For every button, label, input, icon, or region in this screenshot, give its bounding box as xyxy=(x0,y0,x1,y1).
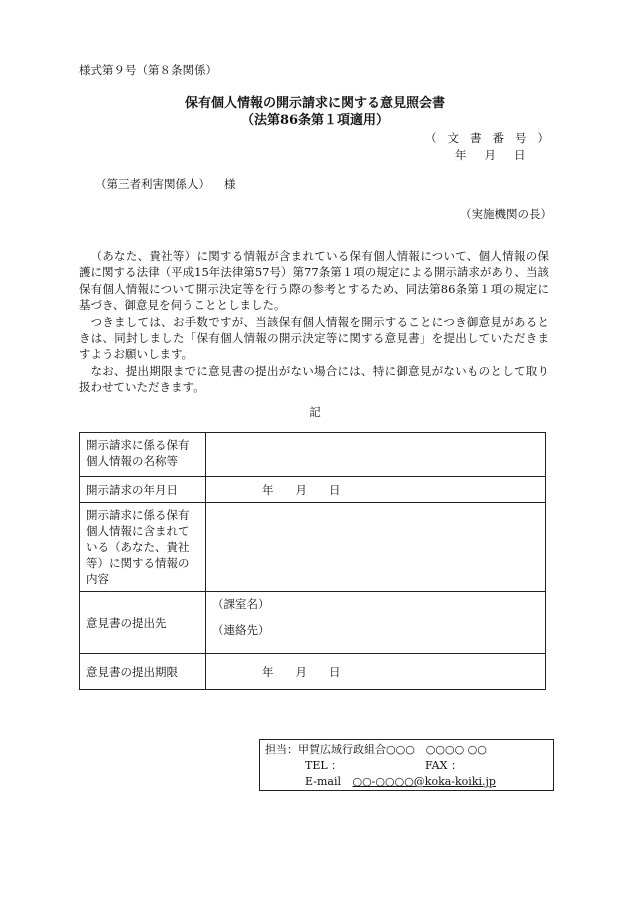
table-row xyxy=(80,503,546,592)
date-day: 日 xyxy=(329,664,341,679)
table-row xyxy=(80,477,546,503)
date-year: 年 xyxy=(262,482,274,497)
date-month: 月 xyxy=(295,482,307,497)
addressee-honorific: 様 xyxy=(224,177,236,191)
info-content-label: 開示請求に係る保有個人情報に含まれている（あなた、貴社等）に関する情報の内容 xyxy=(80,503,206,592)
body-text xyxy=(79,248,549,396)
submission-deadline-value xyxy=(206,654,546,690)
info-name-value xyxy=(206,433,546,477)
date-month: 月 xyxy=(295,664,307,679)
date-day: 日 xyxy=(329,482,341,497)
contact-box xyxy=(259,739,554,791)
table-row xyxy=(80,592,546,654)
paragraph-3: なお、提出期限までに意見書の提出がない場合には、特に御意見がないものとして取り扱わせていただきます。 xyxy=(79,363,549,395)
document-subtitle: （法第86条第１項適用） xyxy=(240,113,390,128)
contact-phone-row xyxy=(265,758,548,774)
addressee-label: （第三者利害関係人） xyxy=(95,177,210,191)
contact-person: 担当：甲賀広域行政組合○○○ ○○○○ ○○ xyxy=(265,743,487,756)
issuing-organization: （実施機関の長） xyxy=(460,207,552,221)
email-label: E-mail xyxy=(305,775,341,788)
date-day: 日 xyxy=(514,148,526,162)
paragraph-2: つきましては、お手数ですが、当該保有個人情報を開示することにつき御意見があるときは、同封しました「保有個人情報の開示決定等に関する意見書」を提出していただきますようお願いします。 xyxy=(79,314,549,362)
request-date-label: 開示請求の年月日 xyxy=(80,477,206,503)
form-number: 様式第９号（第８条関係） xyxy=(79,63,217,77)
date-year: 年 xyxy=(262,664,274,679)
details-table xyxy=(79,432,546,690)
info-name-label: 開示請求に係る保有個人情報の名称等 xyxy=(80,433,206,477)
submission-destination-label: 意見書の提出先 xyxy=(80,592,206,654)
tel-label: TEL ： xyxy=(305,759,343,772)
request-date-value xyxy=(206,477,546,503)
document-number: （文書番号） xyxy=(425,131,560,145)
contact-info: （連絡先） xyxy=(212,623,270,637)
contact-email-row xyxy=(265,774,548,790)
issue-date xyxy=(455,147,544,163)
ki-heading: 記 xyxy=(309,405,321,419)
submission-deadline-label: 意見書の提出期限 xyxy=(80,654,206,690)
date-month: 月 xyxy=(484,148,496,162)
table-row xyxy=(80,433,546,477)
fax-label: FAX ： xyxy=(425,759,462,772)
addressee xyxy=(95,176,236,192)
date-year: 年 xyxy=(455,148,467,162)
document-title: 保有個人情報の開示請求に関する意見照会書 xyxy=(184,96,445,111)
paragraph-1: （あなた、貴社等）に関する情報が含まれている保有個人情報について、個人情報の保護に関する法律（平成15年法律第57号）第77条第１項の規定による開示請求があり、当該保有個人情報について開示決定等を行う際の参考とするため、同法第86条第１項の規定に基づき、御意見を伺うこととしました。 xyxy=(79,249,549,313)
section-name: （課室名） xyxy=(212,597,270,611)
email-link[interactable]: ○○-○○○○@koka-koiki.jp xyxy=(352,775,496,788)
submission-destination-value xyxy=(206,592,546,654)
info-content-value xyxy=(206,503,546,592)
table-row xyxy=(80,654,546,690)
